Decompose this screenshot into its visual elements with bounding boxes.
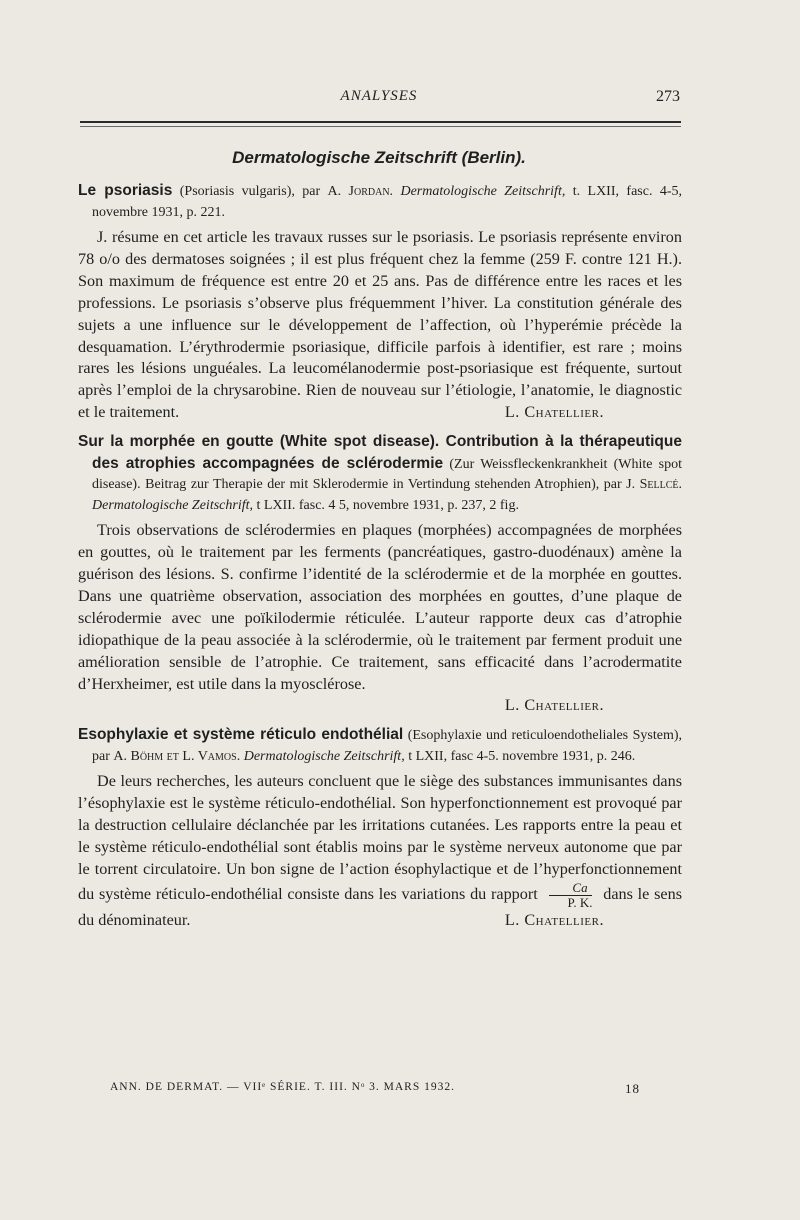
footer-citation: ANN. DE DERMAT. — VIIᵉ SÉRIE. T. III. Nᵒ 3. MARS 1932. bbox=[110, 1081, 455, 1093]
fraction-denominator: P. K. bbox=[567, 894, 593, 910]
article-body: Trois observations de sclérodermies en plaques (morphées) accompagnées de morphées en gouttes, où le traitement par les ferments (pancréatiques, gastro-duodénaux) amène la guérison des lésions. S. confirme l’identité de la sclérodermie et de la morphée en gouttes. Dans une quatrième observation, association des morphées en gouttes, d’une plaque de sclérodermie avec une poïkilodermie réticulée. L’auteur rapporte deux cas d’atrophie idiopathique de la peau associée à la sclérodermie, où le traitement par ferment produit une amélioration sensible de l’atrophie. Ce traitement, sans efficacité dans l’acrodermatite d’Herxheimer, est utile dans la myosclérose. bbox=[78, 521, 682, 693]
citation: t LXII. fasc. 4 5, novembre 1931, p. 237, 2 fig. bbox=[253, 497, 519, 513]
journal-name: Dermatologische Zeitschrift, bbox=[92, 497, 253, 513]
header-rule bbox=[80, 121, 681, 123]
article-title-rest: (Zur Weissfleckenkrankheit (White spot disease). Beitrag zur Therapie der mit Sklerodermie in Vertindung stehenden Atrophien), par bbox=[92, 456, 682, 493]
article-body: J. résume en cet article les travaux russes sur le psoriasis. Le psoriasis représente environ 78 o/o des dermatoses soignées ; il est plus fréquent chez la femme (259 F. contre 121 H.). Son maximum de fréquence est entre 20 et 25 ans. Pas de différence entre les races et les professions. Le psoriasis s’observe plus fréquemment l’hiver. La constitution générale des sujets a une influence sur le développement de l’affection, où l’hyperémie précède la desquamation. L’érythrodermie psoriasique, difficile parfois à identifier, est rare ; moins rares les lésions unguéales. La leucomélanodermie post-psoriasique est fréquente, surtout après l’emploi de la chrysarobine. Rien de nouveau sur l’étiologie, l’anatomie, le diagnostic et le traitement. L. Chatellier. bbox=[78, 227, 682, 424]
article-author: A. Böhm et L. Vamos bbox=[113, 748, 237, 764]
journal-name: Dermatologische Zeitschrift, bbox=[243, 748, 405, 764]
article-author: A. Jordan bbox=[327, 184, 390, 199]
header-rule-thin bbox=[80, 126, 681, 127]
fraction-numerator: Ca bbox=[549, 881, 593, 896]
journal-section-title: Dermatologische Zeitschrift (Berlin). bbox=[232, 148, 526, 167]
article bbox=[78, 725, 682, 931]
signature-mark: 18 bbox=[625, 1081, 640, 1096]
article-title: Esophylaxie et système réticulo endothélial bbox=[78, 726, 404, 744]
signature: L. Chatellier. bbox=[504, 910, 604, 929]
article-body: De leurs recherches, les auteurs concluent que le siège des substances immunisantes dans l’ésophylaxie est le système réticulo-endothélial. Son hyperfonctionnement est provoqué par la destruction cellulaire déclanchée par les irritations cutanées. Les rapports entre la peau et le système réticulo-endothélial sont établis moins par le système nerveux autonome que par le torrent circulatoire. Un bon signe de l’action ésophylactique et de l’hyperfonctionnement du système réticulo-endothélial consiste dans les variations du rapport $\frac{Ca}{P. K.}$ dans le sens du dénominateur. L. Chatellier. bbox=[78, 771, 682, 931]
article-title: Le psoriasis bbox=[78, 182, 173, 199]
article-list bbox=[78, 181, 682, 932]
article-reference: Le psoriasis (Psoriasis vulgaris), par A. Jordan. Dermatologische Zeitschrift, t. LXII, fasc. 4-5, novembre 1931, p. 221. bbox=[78, 182, 682, 220]
article bbox=[78, 432, 682, 717]
article-reference: Sur la morphée en goutte (White spot disease). Contribution à la thérapeutique des atrophies accompagnées de sclérodermie (Zur Weissfleckenkrankheit (White spot disease). Beitrag zur Therapie der mit Sklerodermie in Vertindung stehenden Atrophien), par J. Sellcé. Dermatologische Zeitschrift, t LXII. fasc. 4 5, novembre 1931, p. 237, 2 fig. bbox=[78, 433, 682, 513]
ratio-fraction bbox=[549, 881, 593, 910]
article-author: J. Sellcé bbox=[626, 477, 679, 493]
signature: L. Chatellier. bbox=[504, 403, 604, 422]
journal-name: Dermatologische Zeitschrift, bbox=[400, 184, 566, 199]
article bbox=[78, 181, 682, 424]
page-footer bbox=[110, 1081, 640, 1096]
citation: t LXII, fasc 4-5. novembre 1931, p. 246. bbox=[404, 748, 636, 764]
article-title: Sur la morphée en goutte (White spot disease). Contribution à la thérapeutique des atrophies accompagnées de sclérodermie bbox=[78, 433, 682, 472]
article-reference: Esophylaxie et système réticulo endothélial (Esophylaxie und reticuloendotheliales System), par A. Böhm et L. Vamos. Dermatologische Zeitschrift, t LXII, fasc 4-5. novembre 1931, p. 246. bbox=[78, 726, 682, 764]
article-title-rest: (Esophylaxie und reticuloendotheliales System), par bbox=[92, 728, 682, 764]
signature: L. Chatellier. bbox=[504, 696, 604, 715]
citation: t. LXII, fasc. 4-5, novembre 1931, p. 221. bbox=[92, 184, 682, 220]
article-title-rest: (Psoriasis vulgaris), par bbox=[172, 184, 328, 199]
page-number: 273 bbox=[656, 88, 680, 105]
running-head bbox=[78, 88, 680, 112]
running-title: ANALYSES bbox=[340, 88, 418, 104]
